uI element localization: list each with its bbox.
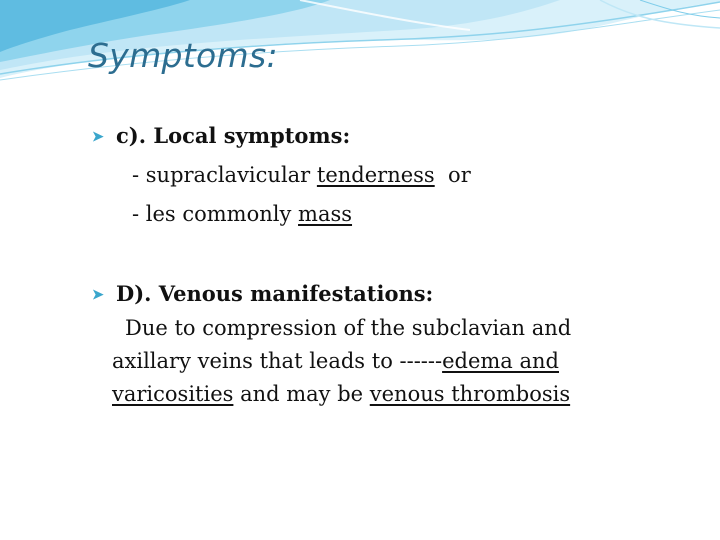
bullet-arrow-icon: ➤ xyxy=(92,287,104,303)
underlined-term: edema and xyxy=(442,349,559,373)
underlined-term: tenderness xyxy=(316,163,435,187)
section-c-heading-row xyxy=(92,123,350,148)
line-prefix: - supraclavicular xyxy=(132,163,317,187)
section-c-heading: c). Local symptoms: xyxy=(116,123,351,148)
line-prefix: - les commonly xyxy=(132,202,299,226)
line-prefix: axillary veins that leads to ------ xyxy=(112,349,443,373)
slide-title: Symptoms: xyxy=(88,36,278,75)
bullet-arrow-icon: ➤ xyxy=(92,129,104,145)
section-d-line-2 xyxy=(112,345,571,378)
underlined-term: venous thrombosis xyxy=(369,382,571,406)
section-c-line-1 xyxy=(132,163,471,187)
section-c-line-2 xyxy=(132,202,352,226)
underlined-term: varicosities xyxy=(112,382,234,406)
section-d-heading-row xyxy=(92,281,433,306)
line-middle: and may be xyxy=(233,382,370,406)
section-d-heading: D). Venous manifestations: xyxy=(116,281,434,306)
line-suffix: or xyxy=(434,163,471,187)
underlined-term: mass xyxy=(298,202,353,226)
section-d-line-1: Due to compression of the subclavian and xyxy=(125,316,572,340)
section-d-paragraph xyxy=(112,312,571,411)
section-d-line-3 xyxy=(112,378,571,411)
